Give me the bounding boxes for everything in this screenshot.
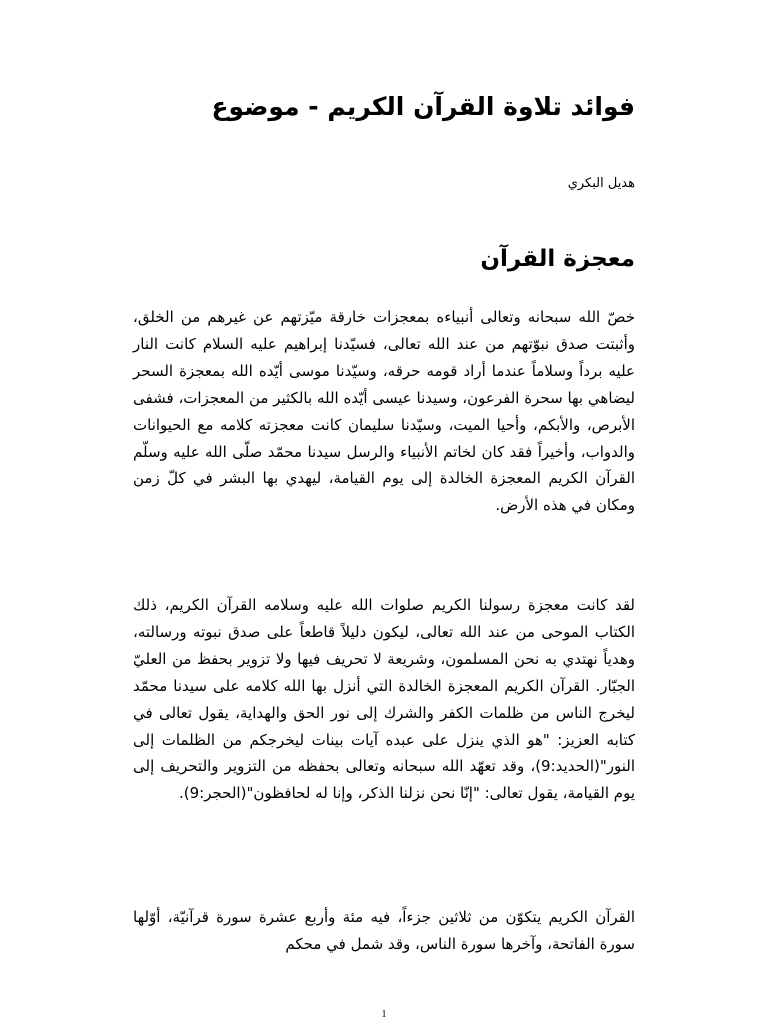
paragraph: القرآن الكريم يتكوّن من ثلاثين جزءاً، فيه مئة وأربع عشرة سورة قرآنيّة، أوّلها سورة الفاتحة، وآخرها سورة الناس، وقد شمل في محكم bbox=[133, 908, 635, 953]
section-heading: معجزة القرآن bbox=[480, 246, 635, 272]
paragraph: لقد كانت معجزة رسولنا الكريم صلوات الله عليه وسلامه القرآن الكريم، ذلك الكتاب الموحى من عند الله تعالى، ليكون دليلاً قاطعاً على صدق نبوته ورسالته، وهدياً نهتدي به نحن المسلمون، وشريعة لا تحريف فيها ولا تزوير بحفظ من العليّ الجبّار. القرآن الكريم المعجزة الخالدة التي أنزل بها الله كلامه على سيدنا محمّد ليخرج الناس من ظلمات الكفر والشرك إلى نور الحق والهداية، يقول تعالى في كتابه العزيز: "هو الذي ينزل على عبده آيات بينات ليخرجكم من الظلمات إلى النور"(الحديد:9)، وقد تعهّد الله سبحانه وتعالى بحفظه من التزوير والتحريف إلى يوم القيامة، يقول تعالى: "إنّا نحن نزلنا الذكر، وإنا له لحافظون"(الحجر:9). bbox=[133, 596, 635, 803]
author-name: هديل البكري bbox=[567, 176, 635, 191]
paragraph: خصّ الله سبحانه وتعالى أنبياءه بمعجزات خارقة ميّزتهم عن غيرهم من الخلق، وأثبتت صدق نبوّتهم من عند الله تعالى، فسيّدنا إبراهيم عليه السلام كانت النار عليه برداً وسلاماً عندما أراد قومه حرقه، وسيّدنا موسى أيّده الله بمعجزة السحر ليضاهي بها سحرة الفرعون، وسيدنا عيسى أيّده الله بالكثير من المعجزات، فشفى الأبرص، والأبكم، وأحيا الميت، وسيّدنا سليمان كانت معجزته كلامه مع الحيوانات والدواب، وأخيراً فقد كان لخاتم الأنبياء والرسل سيدنا محمّد صلّى الله عليه وسلّم القرآن الكريم المعجزة الخالدة إلى يوم القيامة، ليهدي بها البشر في كلّ زمن ومكان في هذه الأرض. bbox=[133, 308, 635, 515]
document-title: فوائد تلاوة القرآن الكريم - موضوع bbox=[211, 92, 635, 121]
page-number: 1 bbox=[381, 1009, 387, 1020]
